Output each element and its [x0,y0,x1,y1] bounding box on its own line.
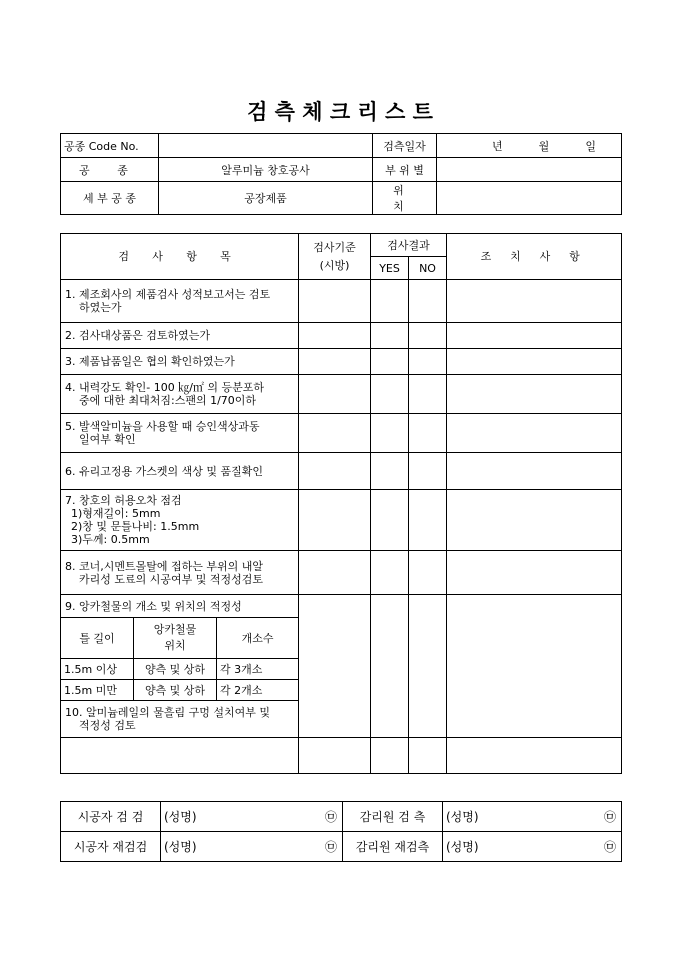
check-item-1-line1: 1. 제조회사의 제품검사 성적보고서는 검토 [65,288,271,301]
action-cell-6[interactable] [447,453,622,490]
contractor-recheck-label: 시공자 재검검 [61,832,161,862]
contractor-check-sign[interactable] [161,802,343,832]
check-item-7-line4: 3)두께: 0.5mm [71,533,150,546]
no-cell-2[interactable] [409,323,447,349]
location-label: 위 치 [373,182,437,215]
anchor-col-count: 개소수 [217,618,299,659]
yes-cell-8[interactable] [371,551,409,595]
standard-cell-9[interactable] [299,595,371,738]
col-action-header: 조 치 사 항 [447,234,622,280]
col-standard-header [299,234,371,280]
signature-table [60,801,622,862]
yes-cell-5[interactable] [371,414,409,453]
supervisor-check-name: (성명) [446,810,479,824]
col-standard-line1: 검사기준 [313,240,356,254]
check-item-3: 3. 제품납품일은 협의 확인하였는가 [61,349,299,375]
col-item-header: 검 사 항 목 [61,234,299,280]
yes-cell-7[interactable] [371,490,409,551]
check-item-9: 9. 앙카철물의 개소 및 위치의 적정성 [61,595,299,618]
no-cell-blank[interactable] [409,738,447,774]
col-result-header: 검사결과 [371,234,447,257]
col-no-header: NO [409,257,447,280]
checklist-table [60,233,622,774]
no-cell-1[interactable] [409,280,447,323]
yes-cell-9[interactable] [371,595,409,738]
action-cell-8[interactable] [447,551,622,595]
action-cell-3[interactable] [447,349,622,375]
anchor-position-1: 양측 및 상하 [134,659,217,680]
action-cell-1[interactable] [447,280,622,323]
standard-cell-2[interactable] [299,323,371,349]
supervisor-recheck-name: (성명) [446,840,479,854]
work-value: 알루미늄 창호공사 [159,158,373,182]
date-year: 년 [492,139,503,153]
yes-cell-3[interactable] [371,349,409,375]
check-item-10-line1: 10. 알미늄레일의 물흘림 구멍 설치여부 및 [65,706,270,719]
seal-icon: ㉤ [324,810,337,824]
no-cell-3[interactable] [409,349,447,375]
standard-cell-blank[interactable] [299,738,371,774]
check-item-4-line1: 4. 내력강도 확인- 100 ㎏/㎡ 의 등분포하 [65,381,265,394]
check-item-10 [61,701,299,738]
action-cell-2[interactable] [447,323,622,349]
check-item-4 [61,375,299,414]
yes-cell-2[interactable] [371,323,409,349]
check-item-10-line2: 적정성 검토 [79,719,136,732]
supervisor-check-label: 감리원 검 측 [343,802,443,832]
standard-cell-1[interactable] [299,280,371,323]
col-standard-line2: (시방) [319,258,350,272]
contractor-recheck-sign[interactable] [161,832,343,862]
work-label: 공 종 [61,158,159,182]
check-item-5-line1: 5. 발색알미늄을 사용할 때 승인색상과동 [65,420,260,433]
yes-cell-6[interactable] [371,453,409,490]
no-cell-6[interactable] [409,453,447,490]
action-cell-9[interactable] [447,595,622,738]
anchor-col-position-line2: 위치 [164,639,186,652]
check-item-1 [61,280,299,323]
anchor-col-position [134,618,217,659]
anchor-length-1: 1.5m 이상 [61,659,134,680]
check-item-7-line3: 2)창 및 문틀나비: 1.5mm [71,520,200,533]
date-month: 월 [538,139,550,153]
action-cell-blank[interactable] [447,738,622,774]
page-title: 검 측 체 크 리 스 트 [247,99,433,124]
part-value[interactable] [437,158,622,182]
check-item-7 [61,490,299,551]
no-cell-4[interactable] [409,375,447,414]
part-label: 부 위 별 [373,158,437,182]
standard-cell-8[interactable] [299,551,371,595]
anchor-count-2: 각 2개소 [217,680,299,701]
check-item-7-line2: 1)형재길이: 5mm [71,507,161,520]
code-label: 공종 Code No. [61,134,159,158]
date-label: 검측일자 [373,134,437,158]
supervisor-recheck-label: 감리원 재검측 [343,832,443,862]
yes-cell-1[interactable] [371,280,409,323]
check-item-5-line2: 일여부 확인 [79,433,136,446]
check-item-5 [61,414,299,453]
contractor-check-label: 시공자 검 검 [61,802,161,832]
no-cell-9[interactable] [409,595,447,738]
location-value[interactable] [437,182,622,215]
action-cell-7[interactable] [447,490,622,551]
action-cell-4[interactable] [447,375,622,414]
no-cell-5[interactable] [409,414,447,453]
date-day: 일 [585,139,596,153]
yes-cell-4[interactable] [371,375,409,414]
yes-cell-blank[interactable] [371,738,409,774]
seal-icon: ㉤ [324,840,337,854]
anchor-length-2: 1.5m 미만 [61,680,134,701]
seal-icon: ㉤ [603,810,616,824]
check-item-8 [61,551,299,595]
detail-value: 공장제품 [159,182,373,215]
seal-icon: ㉤ [603,840,616,854]
standard-cell-7[interactable] [299,490,371,551]
check-item-7-line1: 7. 창호의 허용오차 점검 [65,494,182,507]
anchor-position-2: 양측 및 상하 [134,680,217,701]
check-item-1-line2: 하였는가 [79,301,122,314]
check-item-8-line1: 8. 코너,시멘트몰탈에 접하는 부위의 내알 [65,559,263,573]
no-cell-8[interactable] [409,551,447,595]
anchor-col-position-line1: 앙카철물 [153,623,197,636]
check-item-4-line2: 중에 대한 최대처짐:스팬의 1/70이하 [79,394,257,407]
info-table [60,133,622,215]
anchor-col-length: 틀 길이 [61,618,134,659]
contractor-recheck-name: (성명) [164,840,197,854]
no-cell-7[interactable] [409,490,447,551]
supervisor-check-sign[interactable] [443,802,622,832]
check-item-6: 6. 유리고정용 가스켓의 색상 및 품질확인 [61,453,299,490]
anchor-count-1: 각 3개소 [217,659,299,680]
col-yes-header: YES [371,257,409,280]
check-item-2: 2. 검사대상품은 검토하였는가 [61,323,299,349]
supervisor-recheck-sign[interactable] [443,832,622,862]
date-value[interactable] [437,134,622,158]
standard-cell-3[interactable] [299,349,371,375]
contractor-check-name: (성명) [164,810,197,824]
standard-cell-5[interactable] [299,414,371,453]
check-item-8-line2: 카리성 도료의 시공여부 및 적정성검토 [79,572,264,586]
standard-cell-6[interactable] [299,453,371,490]
standard-cell-4[interactable] [299,375,371,414]
action-cell-5[interactable] [447,414,622,453]
detail-label: 세 부 공 종 [61,182,159,215]
check-item-blank[interactable] [61,738,299,774]
code-value[interactable] [159,134,373,158]
